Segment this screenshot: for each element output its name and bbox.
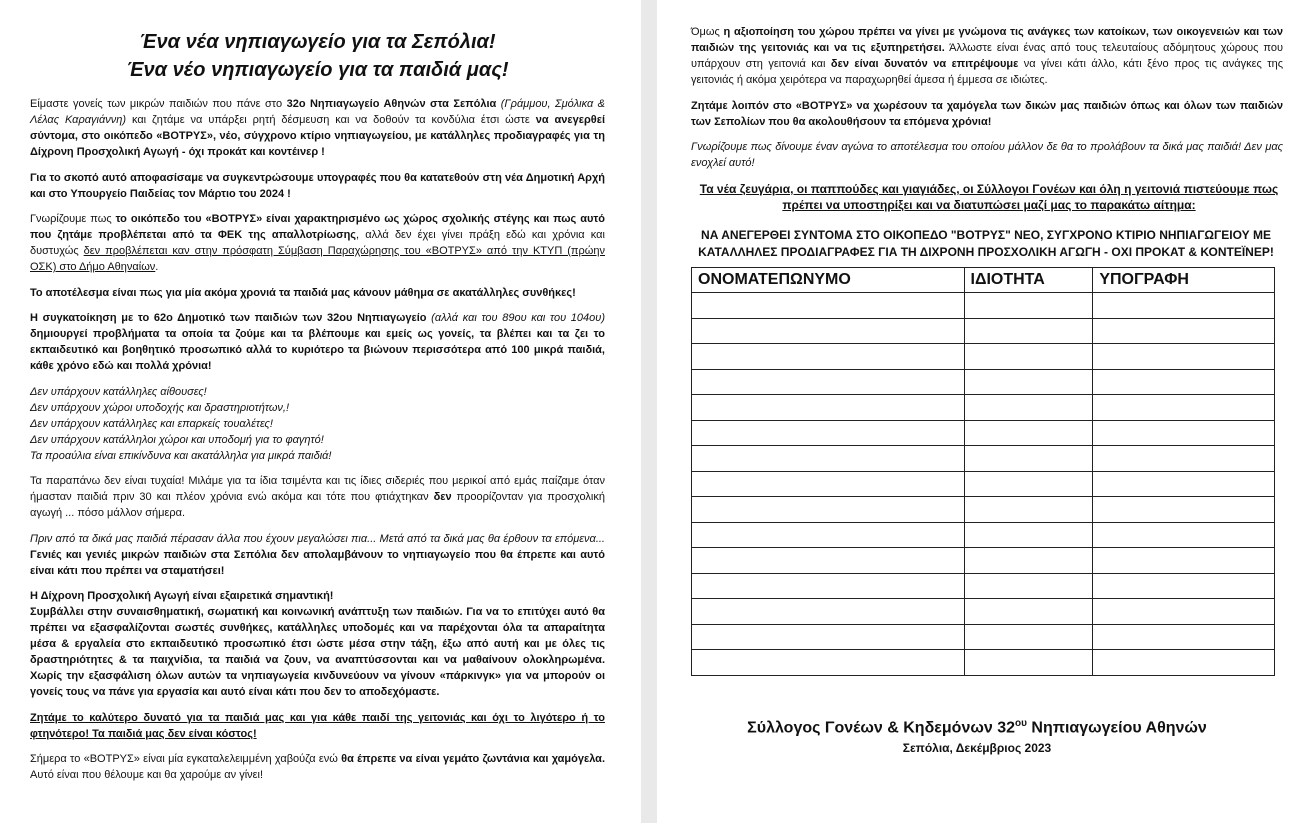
table-row xyxy=(692,344,1275,370)
text-bold: Η Δίχρονη Προσχολική Αγωγή είναι εξαιρετικά σημαντική! xyxy=(30,590,334,602)
text-bold: δεν είναι δυνατόν να επιτρέψουμε xyxy=(830,58,1019,70)
table-cell[interactable] xyxy=(692,471,965,497)
table-cell[interactable] xyxy=(692,497,965,523)
text-bold: το οικόπεδο του «ΒΟΤΡΥΣ» είναι χαρακτηρισμένο ως χώρος σχολικής στέγης και πως αυτό που ζητάμε προβλέπεται από τα ΦΕΚ της απαλλοτρίωσης xyxy=(30,213,605,241)
text-bold: Γενιές και γενιές μικρών παιδιών στα Σεπόλια δεν απολαμβάνουν το νηπιαγωγείο που θα έπρεπε και αυτό είναι κάτι που πρέπει να σταματήσει! xyxy=(30,548,605,577)
table-cell[interactable] xyxy=(692,344,965,370)
table-cell[interactable] xyxy=(692,293,965,319)
text-italic: (Γράμμου, Σμόλικα & Λέλας Καραγιάννη) xyxy=(30,98,606,126)
demand-text: ΝΑ ΑΝΕΓΕΡΘΕΙ ΣΥΝΤΟΜΑ ΣΤΟ ΟΙΚΟΠΕΔΟ "ΒΟΤΡΥΣ" ΝΕΟ, ΣΥΓΧΡΟΝΟ ΚΤΙΡΙΟ ΝΗΠΙΑΓΩΓΕΙΟΥ ΜΕ ΚΑΤΑΛΛΗΛΕΣ ΠΡΟΔΙΑΓΡΑΦΕΣ ΓΙΑ ΤΗ ΔΙΧΡΟΝΗ ΠΡΟΣΧΟΛΙΚΗ ΑΓΩΓΗ - ΟΧΙ ΠΡΟΚΑΤ & ΚΟΝΤΕΪΝΕΡ! xyxy=(698,228,1274,259)
appeal-heading: Τα νέα ζευγάρια, οι παππούδες και γιαγιάδες, οι Σύλλογοι Γονέων και όλη η γειτονιά πιστεύουμε πως πρέπει να υποστηρίξει και να διατυπώσει μαζί μας το παρακάτω αίτημα: xyxy=(699,182,1279,212)
table-cell[interactable] xyxy=(692,446,965,472)
text: και ζητάμε να υπάρξει ρητή δέσμευση και να δοθούν τα κονδύλια έτσι ώστε xyxy=(126,114,536,126)
table-cell[interactable] xyxy=(964,395,1093,421)
table-cell[interactable] xyxy=(964,548,1093,574)
text-bold: θα έπρεπε να είναι γεμάτο ζωντάνια και χαμόγελα. xyxy=(341,753,605,765)
table-cell[interactable] xyxy=(692,318,965,344)
table-cell[interactable] xyxy=(692,650,965,676)
left-page xyxy=(0,0,641,823)
table-cell[interactable] xyxy=(964,522,1093,548)
table-cell[interactable] xyxy=(1093,420,1275,446)
text-bold: δεν xyxy=(433,491,452,503)
text-bold: Για το σκοπό αυτό αποφασίσαμε να συγκεντρώσουμε υπογραφές που θα κατατεθούν στη νέα Δημοτική Αρχή και στο Υπουργείο Παιδείας τον Μάρτιο του 2024 ! xyxy=(30,171,605,200)
table-cell[interactable] xyxy=(1093,624,1275,650)
table-cell[interactable] xyxy=(692,369,965,395)
table-header-row xyxy=(692,268,1275,293)
table-cell[interactable] xyxy=(964,446,1093,472)
text: να γίνει κάτι άλλο, κάτι ξένο προς τις ανάγκες της γειτονιάς ή ακόμα χειρότερα να παραχωρηθεί άμεσα ή έμμεσα σε ιδιώτες. xyxy=(691,58,1284,86)
paragraph-struggle xyxy=(691,139,1287,171)
table-cell[interactable] xyxy=(1093,344,1275,370)
table-cell[interactable] xyxy=(692,599,965,625)
table-cell[interactable] xyxy=(1093,395,1275,421)
table-cell[interactable] xyxy=(1093,471,1275,497)
table-cell[interactable] xyxy=(964,573,1093,599)
text: , αλλά δεν έχει γίνει πράξη εδώ και χρόνια και δυστυχώς xyxy=(30,229,605,257)
signature-table xyxy=(691,267,1275,676)
text: Γνωρίζουμε πως xyxy=(30,213,116,225)
text-underlined: δεν προβλέπεται καν στην πρόσφατη Σύμβαση Παραχώρησης του «ΒΟΤΡΥΣ» από την ΚΤΥΠ (πρώην ΟΣΚ) στο Δήμο Αθηναίων xyxy=(30,245,605,273)
table-cell[interactable] xyxy=(1093,650,1275,676)
title-line-1: Ένα νέα νηπιαγωγείο για τα Σεπόλια! xyxy=(139,31,496,53)
table-cell[interactable] xyxy=(964,318,1093,344)
text-bold: Η συγκατοίκηση με το 62ο Δημοτικό των παιδιών των 32ου Νηπιαγωγείο xyxy=(30,312,427,324)
table-cell[interactable] xyxy=(964,650,1093,676)
text: Τα παραπάνω δεν είναι τυχαία! Μιλάμε για τα ίδια τσιμέντα και τις ίδιες σιδεριές που μερικοί από εμάς παίζαμε όταν ήμασταν παιδιά πριν 30 και πλέον χρόνια ενώ ακόμα και τότε που φτιάχτηκαν xyxy=(30,475,605,503)
table-cell[interactable] xyxy=(1093,497,1275,523)
table-cell[interactable] xyxy=(1093,446,1275,472)
text-bold: δημιουργεί προβλήματα τα οποία τα ζούμε και τα βλέπουμε και εμείς ως γονείς, τα βλέπει και τα ζει το εκπαιδευτικό και βοηθητικό προσωπικό αλλά το κυριότερο τα βιώνουν περισσότερα από 100 μικρά παιδιά, κάθε χρόνο εδώ και πολλά χρόνια! xyxy=(30,328,605,372)
list-item: Δεν υπάρχουν χώροι υποδοχής και δραστηριοτήτων,! xyxy=(30,401,289,414)
text-bold: Συμβάλλει στην συναισθηματική, σωματική και κοινωνική ανάπτυξη των παιδιών. Για να το επιτύχει αυτό θα πρέπει να εξασφαλίζονται σωστές συνθήκες, κατάλληλες υποδομές και να παρέχονται όλα τα απαραίτητα μέσα & εργαλεία στο εκπαιδευτικό προσωπικό έτσι ώστε μέσα στην τάξη, έξω από αυτή και με όλες τις δραστηριότητες & τα παιχνίδια, τα παιδιά να ζουν, να αναπτύσσονται και να μαθαίνουν ολοκληρωμένα. Χωρίς την εξασφάλιση όλων αυτών τα νηπιαγωγεία κινδυνεύουν να γίνουν «πάρκινγκ» για να μπορούν οι γονείς τους να πάνε για εργασία και αυτό είναι κάτι που δεν το αποδεχόμαστε. xyxy=(30,606,605,698)
list-item: Δεν υπάρχουν κατάλληλες και επαρκείς τουαλέτες! xyxy=(30,417,273,430)
title-line-2: Ένα νέο νηπιαγωγείο για τα παιδιά μας! xyxy=(126,59,509,81)
association-name xyxy=(667,718,1287,737)
table-cell[interactable] xyxy=(692,624,965,650)
table-cell[interactable] xyxy=(1093,573,1275,599)
text: Νηπιαγωγείου Αθηνών xyxy=(1026,718,1207,736)
table-row xyxy=(692,420,1275,446)
text: Αυτό είναι που θέλουμε και θα χαρούμε αν γίνει! xyxy=(30,769,264,781)
paragraph-history xyxy=(30,473,605,521)
table-row xyxy=(692,293,1275,319)
column-header-capacity: ΙΔΙΟΤΗΤΑ xyxy=(964,268,1093,293)
column-header-signature: ΥΠΟΓΡΑΦΗ xyxy=(1093,268,1275,293)
table-row xyxy=(692,599,1275,625)
text-bold: Το αποτέλεσμα είναι πως για μία ακόμα χρονιά τα παιδιά μας κάνουν μάθημα σε ακατάλληλες συνθήκες! xyxy=(30,286,576,299)
table-cell[interactable] xyxy=(692,395,965,421)
paragraph-land-use xyxy=(691,24,1287,88)
list-item: Τα προαύλια είναι επικίνδυνα και ακατάλληλα για μικρά παιδιά! xyxy=(30,449,332,462)
right-page xyxy=(657,0,1307,823)
paragraph-plot-status xyxy=(30,211,605,275)
paragraph-best-for-children xyxy=(30,710,605,742)
paragraph-generations xyxy=(30,531,605,579)
table-cell[interactable] xyxy=(1093,369,1275,395)
table-cell[interactable] xyxy=(692,420,965,446)
text-italic: Γνωρίζουμε πως δίνουμε έναν αγώνα το αποτέλεσμα του οποίου μάλλον δε θα το προλάβουν τα δικά μας παιδιά! Δεν μας ενοχλεί αυτό! xyxy=(691,141,1283,169)
table-cell[interactable] xyxy=(964,497,1093,523)
table-cell[interactable] xyxy=(1093,599,1275,625)
list-item: Δεν υπάρχουν κατάλληλες αίθουσες! xyxy=(30,385,207,398)
paragraph-cohabitation xyxy=(30,310,605,374)
text: . xyxy=(155,261,159,273)
column-header-name: ΟΝΟΜΑΤΕΠΩΝΥΜΟ xyxy=(692,268,965,293)
text-italic: Πριν από τα δικά μας παιδιά πέρασαν άλλα που έχουν μεγαλώσει πια... Μετά από τα δικά μας θα έρθουν τα επόμενα... xyxy=(30,532,605,545)
text: προορίζονταν για προσχολική αγωγή ... πόσο μάλλον σήμερα. xyxy=(30,491,605,519)
table-row xyxy=(692,318,1275,344)
text: Σήμερα το «ΒΟΤΡΥΣ» είναι μία εγκαταλελειμμένη χαβούζα ενώ xyxy=(30,753,342,765)
table-body xyxy=(692,293,1275,676)
table-cell[interactable] xyxy=(1093,318,1275,344)
table-cell[interactable] xyxy=(1093,293,1275,319)
table-cell[interactable] xyxy=(964,420,1093,446)
table-cell[interactable] xyxy=(964,624,1093,650)
paragraph-result xyxy=(30,285,605,301)
list-item: Δεν υπάρχουν κατάλληλοι χώροι και υποδομή για το φαγητό! xyxy=(30,433,324,446)
text-bold: να ανεγερθεί σύντομα, στο οικόπεδο «ΒΟΤΡΥΣ», νέο, σύγχρονο κτίριο νηπιαγωγείου, με κατάλληλες προδιαγραφές για τη Δίχρονη Προσχολική Αγωγή - όχι προκάτ και κοντέινερ ! xyxy=(30,114,605,158)
text: Όμως xyxy=(691,26,724,38)
table-cell[interactable] xyxy=(964,599,1093,625)
paragraph-botrys-today xyxy=(30,751,605,783)
table-cell[interactable] xyxy=(692,548,965,574)
table-row xyxy=(692,624,1275,650)
text: Είμαστε γονείς των μικρών παιδιών που πάνε στο xyxy=(30,98,287,110)
table-cell[interactable] xyxy=(692,573,965,599)
table-cell[interactable] xyxy=(964,344,1093,370)
text-superscript: ου xyxy=(1015,717,1027,729)
table-cell[interactable] xyxy=(692,522,965,548)
paragraph-smiles xyxy=(691,98,1287,130)
table-cell[interactable] xyxy=(964,369,1093,395)
table-row xyxy=(692,650,1275,676)
text: Σύλλογος Γονέων & Κηδεμόνων 32 xyxy=(747,718,1015,736)
text-bold-underlined: Ζητάμε το καλύτερο δυνατό για τα παιδιά μας και για κάθε παιδί της γειτονιάς και όχι το λιγότερο ή το φτηνότερο! Τα παιδιά μας δεν είναι κόστος! xyxy=(30,711,605,740)
text-italic: (αλλά και του 89ου και του 104ου) xyxy=(426,312,605,324)
text-bold: 32ο Νηπιαγωγείο Αθηνών στα Σεπόλια xyxy=(286,98,497,110)
place-date: Σεπόλια, Δεκέμβριος 2023 xyxy=(902,740,1052,755)
table-row xyxy=(692,573,1275,599)
paragraph-preschool-importance xyxy=(30,588,605,700)
table-cell[interactable] xyxy=(1093,548,1275,574)
problems-list xyxy=(30,384,605,464)
table-row xyxy=(692,446,1275,472)
text-bold: Ζητάμε λοιπόν στο «ΒΟΤΡΥΣ» να χωρέσουν τα χαμόγελα των δικών μας παιδιών όπως και όλων των παιδιών των Σεπολίων που θα ακολουθήσουν τα επόμενα χρόνια! xyxy=(691,99,1283,128)
table-row xyxy=(692,395,1275,421)
table-row xyxy=(692,497,1275,523)
text: Άλλωστε είναι ένας από τους τελευταίους αδόμητους χώρους που υπάρχουν στη γειτονιά και xyxy=(691,42,1283,70)
paragraph-signatures-purpose xyxy=(30,170,605,202)
table-row xyxy=(692,369,1275,395)
table-row xyxy=(692,548,1275,574)
table-row xyxy=(692,522,1275,548)
table-cell[interactable] xyxy=(1093,522,1275,548)
text-bold: η αξιοποίηση του χώρου πρέπει να γίνει με γνώμονα τις ανάγκες των κατοίκων, των οικογενειών και των παιδιών της γειτονιάς και να τις εξυπηρετήσει. xyxy=(691,26,1283,54)
table-row xyxy=(692,471,1275,497)
table-cell[interactable] xyxy=(964,471,1093,497)
table-cell[interactable] xyxy=(964,293,1093,319)
paragraph-intro xyxy=(30,96,605,160)
